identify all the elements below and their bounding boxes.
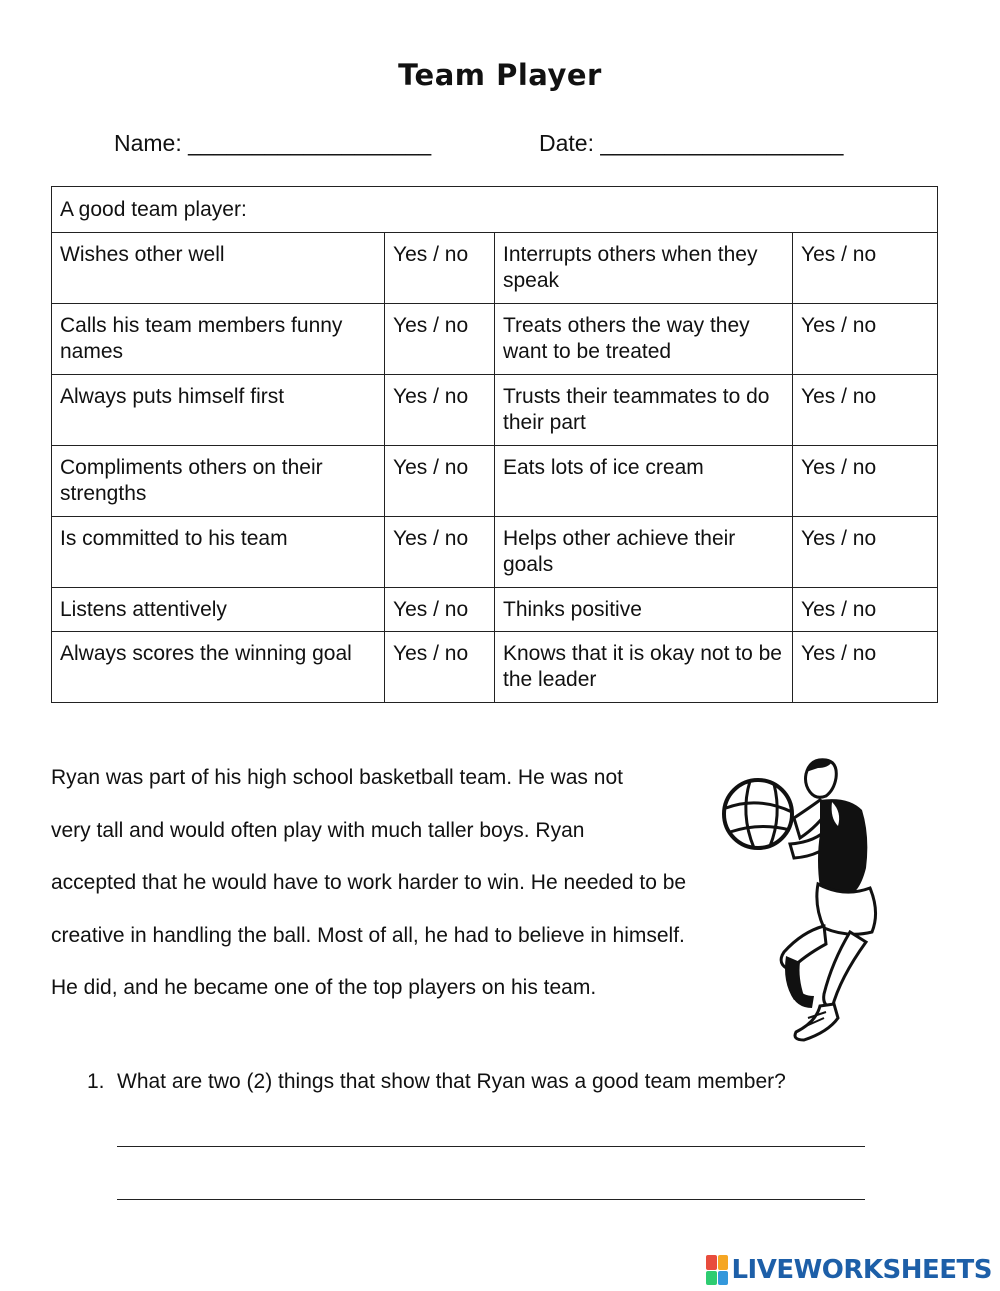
answer-line-1[interactable] <box>117 1146 865 1147</box>
yes-no-answer[interactable]: Yes / no <box>385 233 495 304</box>
trait-left: Wishes other well <box>52 233 385 304</box>
table-row <box>52 517 938 588</box>
logo-block-icon <box>706 1271 717 1286</box>
story-line: He did, and he became one of the top players on his team. <box>51 976 597 999</box>
table-row <box>52 233 938 304</box>
trait-left: Compliments others on their strengths <box>52 446 385 517</box>
answer-line-2[interactable] <box>117 1199 865 1200</box>
date-field[interactable]: Date: ___________________ <box>539 130 844 156</box>
story-line: Ryan was part of his high school basketball team. He was not <box>51 766 623 789</box>
table-row <box>52 304 938 375</box>
basketball-player-illustration <box>720 756 890 1042</box>
yes-no-answer[interactable]: Yes / no <box>385 632 495 703</box>
story-line: very tall and would often play with much taller boys. Ryan <box>51 818 585 842</box>
question-text: What are two (2) things that show that Ryan was a good team member? <box>117 1070 786 1093</box>
team-player-checklist <box>51 186 938 703</box>
trait-right: Treats others the way they want to be treated <box>495 304 793 375</box>
table-row <box>52 375 938 446</box>
trait-right: Eats lots of ice cream <box>495 446 793 517</box>
trait-right: Knows that it is okay not to be the leader <box>495 632 793 703</box>
trait-left: Always scores the winning goal <box>52 632 385 703</box>
yes-no-answer[interactable]: Yes / no <box>793 446 938 517</box>
trait-left: Calls his team members funny names <box>52 304 385 375</box>
story-line: accepted that he would have to work harder to win. He needed to be <box>51 871 687 894</box>
trait-right: Trusts their teammates to do their part <box>495 375 793 446</box>
trait-right: Interrupts others when they speak <box>495 233 793 304</box>
question-number: 1. <box>87 1070 105 1093</box>
yes-no-answer[interactable]: Yes / no <box>385 588 495 632</box>
yes-no-answer[interactable]: Yes / no <box>793 517 938 588</box>
worksheet-title: Team Player <box>398 58 602 92</box>
name-field[interactable]: Name: ___________________ <box>114 130 432 156</box>
story-paragraph <box>51 752 751 1015</box>
table-row <box>52 446 938 517</box>
liveworksheets-logo <box>706 1252 992 1288</box>
yes-no-answer[interactable]: Yes / no <box>793 632 938 703</box>
logo-block-icon <box>718 1255 729 1270</box>
yes-no-answer[interactable]: Yes / no <box>793 588 938 632</box>
story-line: creative in handling the ball. Most of all, he had to believe in himself. <box>51 923 685 947</box>
table-row <box>52 632 938 703</box>
logo-icon <box>706 1255 728 1285</box>
table-row <box>52 588 938 632</box>
question-1 <box>87 1070 786 1094</box>
yes-no-answer[interactable]: Yes / no <box>793 304 938 375</box>
yes-no-answer[interactable]: Yes / no <box>385 517 495 588</box>
trait-left: Is committed to his team <box>52 517 385 588</box>
trait-left: Listens attentively <box>52 588 385 632</box>
trait-right: Helps other achieve their goals <box>495 517 793 588</box>
logo-block-icon <box>706 1255 717 1270</box>
yes-no-answer[interactable]: Yes / no <box>385 304 495 375</box>
yes-no-answer[interactable]: Yes / no <box>793 233 938 304</box>
yes-no-answer[interactable]: Yes / no <box>793 375 938 446</box>
trait-left: Always puts himself first <box>52 375 385 446</box>
logo-text: LIVEWORKSHEETS <box>731 1255 992 1285</box>
yes-no-answer[interactable]: Yes / no <box>385 375 495 446</box>
logo-block-icon <box>718 1271 729 1286</box>
basketball-icon <box>724 780 792 848</box>
trait-right: Thinks positive <box>495 588 793 632</box>
checklist-heading: A good team player: <box>52 187 938 233</box>
yes-no-answer[interactable]: Yes / no <box>385 446 495 517</box>
